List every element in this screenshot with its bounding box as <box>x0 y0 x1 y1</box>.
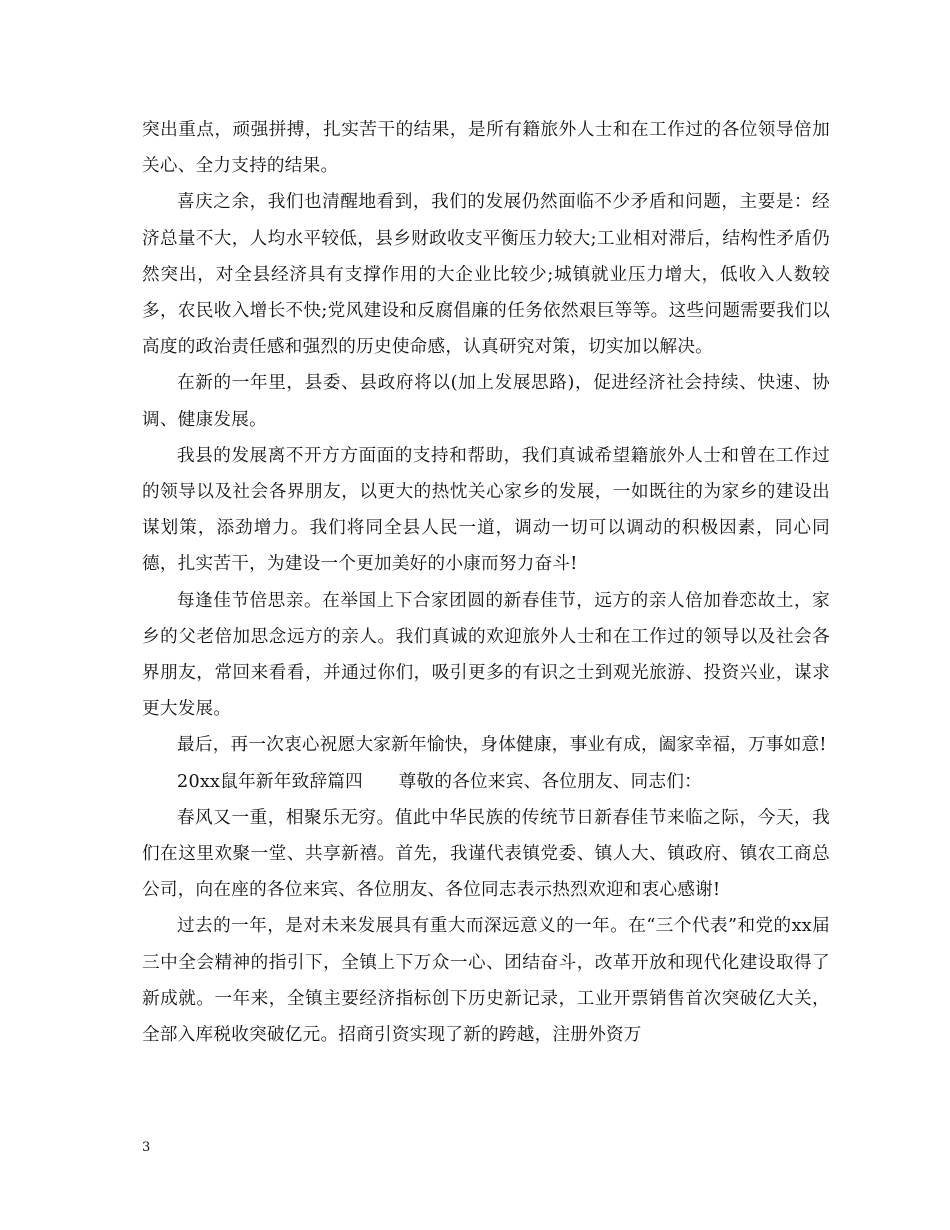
paragraph: 突出重点，顽强拼搏，扎实苦干的结果，是所有籍旅外人士和在工作过的各位领导倍加关心、全力支持的结果。 <box>142 120 830 177</box>
paragraph: 喜庆之余，我们也清醒地看到，我们的发展仍然面临不少矛盾和问题，主要是：经济总量不大，人均水平较低，县乡财政收支平衡压力较大;工业相对滞后，结构性矛盾仍然突出，对全县经济具有支撑作用的大企业比较少;城镇就业压力增大，低收入人数较多，农民收入增长不快;党风建设和反腐倡廉的任务依然艰巨等等。这些问题需要我们以高度的政治责任感和强烈的历史使命感，认真研究对策，切实加以解决。 <box>142 192 830 358</box>
paragraph: 在新的一年里，县委、县政府将以(加上发展思路)，促进经济社会持续、快速、协调、健康发展。 <box>142 373 830 430</box>
paragraph: 每逢佳节倍思亲。在举国上下合家团圆的新春佳节，远方的亲人倍加眷恋故土，家乡的父老倍加思念远方的亲人。我们真诚的欢迎旅外人士和在工作过的领导以及社会各界朋友，常回来看看，并通过你们，吸引更多的有识之士到观光旅游、投资兴业，谋求更大发展。 <box>142 590 830 720</box>
paragraph: 春风又一重，相聚乐无穷。值此中华民族的传统节日新春佳节来临之际，今天，我们在这里欢聚一堂、共享新禧。首先，我谨代表镇党委、镇人大、镇政府、镇农工商总公司，向在座的各位来宾、各位朋友、各位同志表示热烈欢迎和衷心感谢! <box>142 807 830 901</box>
paragraph: 最后，再一次衷心祝愿大家新年愉快，身体健康，事业有成，阖家幸福，万事如意! <box>177 735 827 756</box>
section-heading-paragraph: 20xx鼠年新年致辞篇四 尊敬的各位来宾、各位朋友、同志们： <box>177 771 703 792</box>
paragraph: 过去的一年，是对未来发展具有重大而深远意义的一年。在“三个代表”和党的xx届三中全会精神的指引下，全镇上下万众一心、团结奋斗，改革开放和现代化建设取得了新成就。一年来，全镇主要经济指标创下历史新记录，工业开票销售首次突破亿大关，全部入库税收突破亿元。招商引资实现了新的跨越，注册外资万 <box>142 916 830 1046</box>
page-number: 3 <box>142 1140 151 1155</box>
body-text <box>142 112 830 1053</box>
paragraph: 我县的发展离不开方方面面的支持和帮助，我们真诚希望籍旅外人士和曾在工作过的领导以及社会各界朋友，以更大的热忱关心家乡的发展，一如既往的为家乡的建设出谋划策，添劲增力。我们将同全县人民一道，调动一切可以调动的积极因素，同心同德，扎实苦干，为建设一个更加美好的小康而努力奋斗! <box>142 445 830 575</box>
